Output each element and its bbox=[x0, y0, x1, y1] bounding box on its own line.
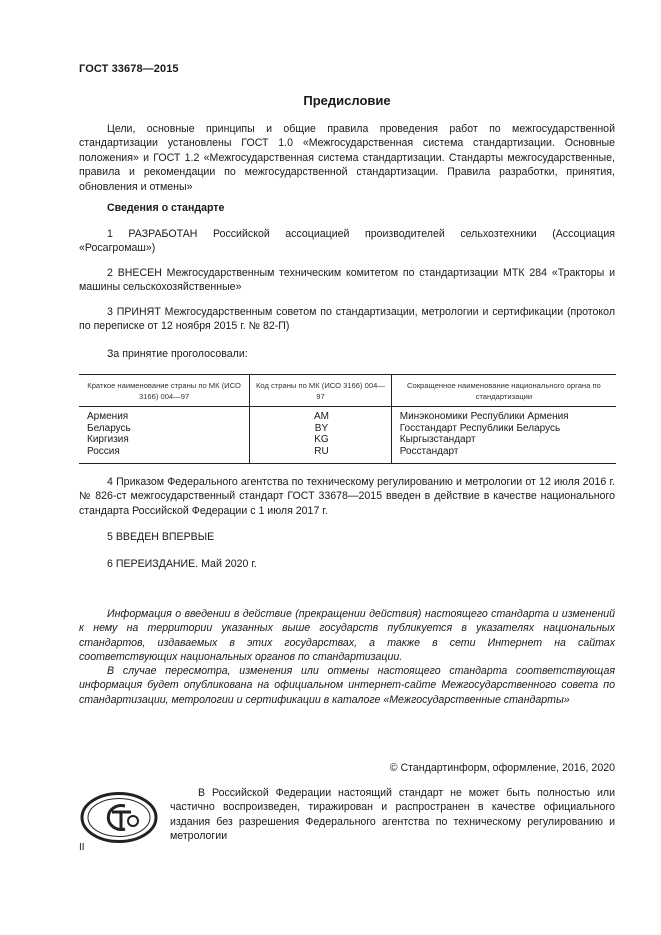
page-title: Предисловие bbox=[303, 93, 391, 108]
column-header-country: Краткое наименование страны по МК (ИСО 3166) 004—97 bbox=[79, 375, 250, 407]
column-header-code: Код страны по МК (ИСО 3166) 004—97 bbox=[250, 375, 392, 407]
info-paragraph-2: В случае пересмотра, изменения или отмены настоящего стандарта соответствующая информация будет опубликована на официальном интернет-сайте Межгосударственного совета по стандартизации, метрологии и сертификации в каталоге «Межгосударственные стандарты» bbox=[79, 665, 615, 706]
item-1: 1 РАЗРАБОТАН Российской ассоциацией производителей сельхозтехники (Ассоциация «Росагромаш») bbox=[79, 228, 615, 255]
item-5: 5 ВВЕДЕН ВПЕРВЫЕ bbox=[107, 531, 215, 543]
document-id: ГОСТ 33678—2015 bbox=[79, 63, 179, 75]
voted-label: За принятие проголосовали: bbox=[107, 348, 248, 360]
item-3: 3 ПРИНЯТ Межгосударственным советом по стандартизации, метрологии и сертификации (протокол по переписке от 12 ноября 2015 г. № 82-П) bbox=[79, 306, 615, 333]
page-number: II bbox=[79, 842, 85, 853]
reproduction-notice: В Российской Федерации настоящий стандарт не может быть полностью или частично воспроизведен, тиражирован и распространен в качестве официального издания без разрешения Федерального агентства по техническому регулированию и метрологии bbox=[170, 787, 615, 843]
info-paragraph-1: Информация о введении в действие (прекращении действия) настоящего стандарта и изменений к нему на территории указанных выше государств публикуется в указателях национальных стандартов, издаваемых в этих государствах, а также в сети Интернет на сайтах соответствующих национальных органов по стандартизации. bbox=[79, 608, 615, 664]
table-header-row bbox=[79, 375, 616, 407]
country-codes-cell: AM BY KG RU bbox=[250, 407, 392, 464]
column-header-organ: Сокращенное наименование национального органа по стандартизации bbox=[391, 375, 616, 407]
item-4: 4 Приказом Федерального агентства по техническому регулированию и метрологии от 12 июля 2016 г. № 826-ст межгосударственный стандарт ГОСТ 33678—2015 введен в действие в качестве национального стандарта Российской Федерации с 1 июля 2017 г. bbox=[79, 476, 615, 517]
intro-paragraph: Цели, основные принципы и общие правила проведения работ по межгосударственной стандартизации установлены ГОСТ 1.0 «Межгосударственная система стандартизации. Основные положения» и ГОСТ 1.2 «Межгосударственная система стандартизации. Стандарты межгосударственные, правила и рекомендации по межгосударственной стандартизации. Правила разработки, принятия, обновления и отмены» bbox=[79, 123, 615, 193]
country-names-cell: Армения Беларусь Киргизия Россия bbox=[79, 407, 250, 464]
table-row bbox=[79, 407, 616, 464]
rst-certification-logo-icon bbox=[79, 790, 159, 845]
item-6: 6 ПЕРЕИЗДАНИЕ. Май 2020 г. bbox=[107, 558, 257, 570]
item-2: 2 ВНЕСЕН Межгосударственным техническим комитетом по стандартизации МТК 284 «Тракторы и машины сельскохозяйственные» bbox=[79, 267, 615, 294]
section-title: Сведения о стандарте bbox=[107, 202, 225, 214]
copyright: © Стандартинформ, оформление, 2016, 2020 bbox=[389, 762, 615, 774]
voting-table bbox=[79, 374, 616, 464]
national-organs-cell: Минэкономики Республики Армения Госстандарт Республики Беларусь Кыргызстандарт Росстандарт bbox=[391, 407, 616, 464]
